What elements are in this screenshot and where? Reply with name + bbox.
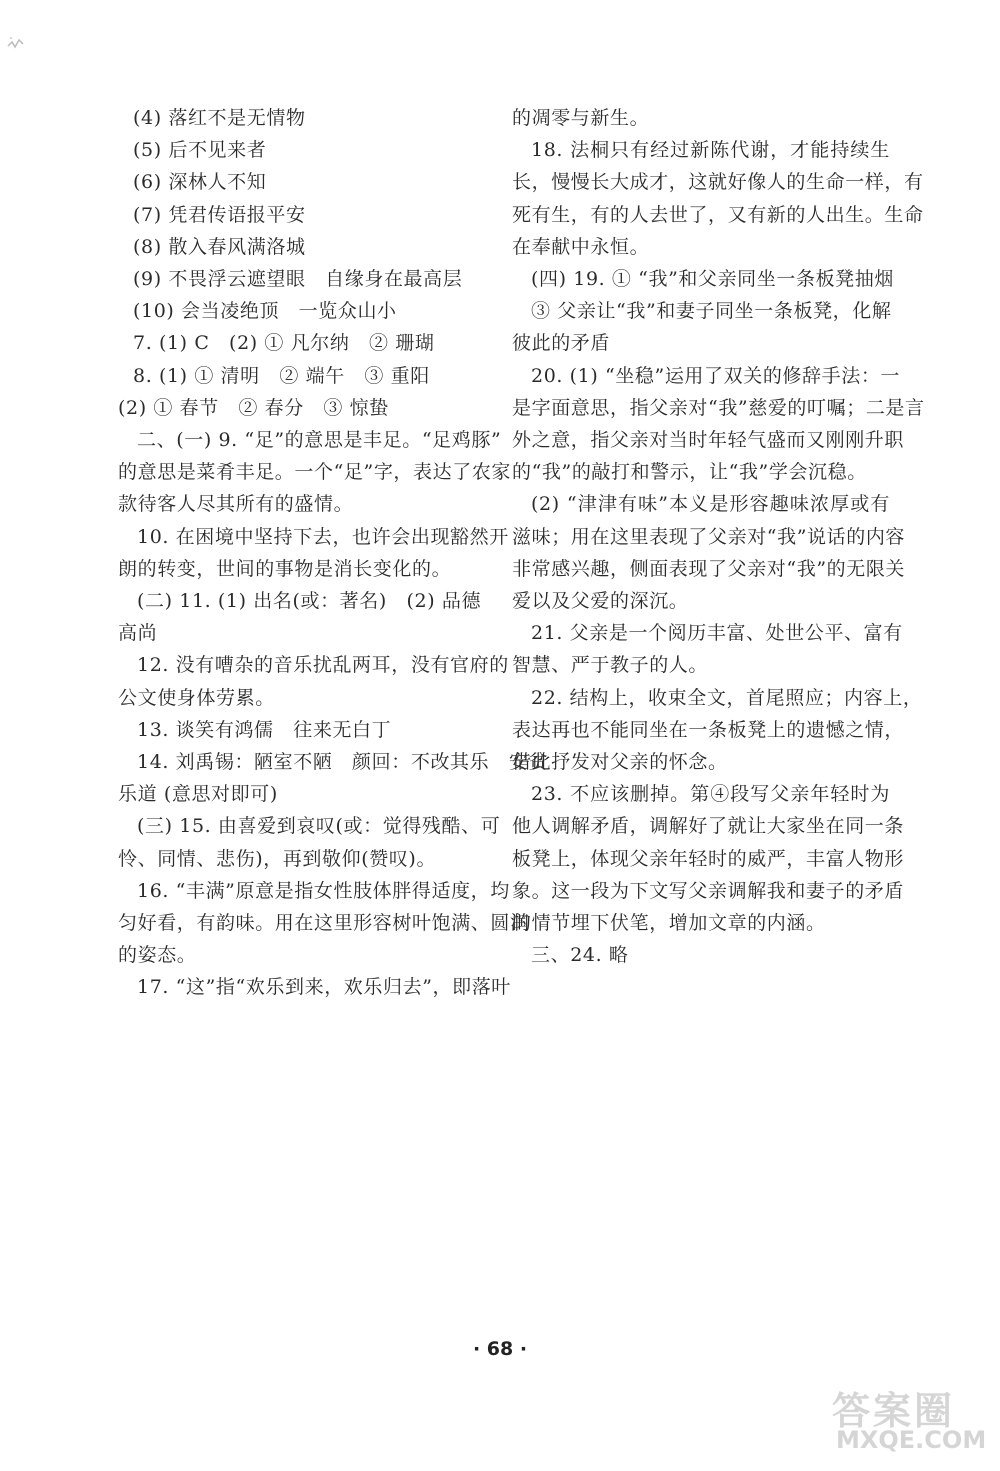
answer-line: 高尚 [118,622,158,645]
answer-line: 8. (1) ① 清明 ② 端午 ③ 重阳 [133,364,430,387]
answer-line: 死有生，有的人去世了，又有新的人出生。生命 [512,203,924,226]
answer-line: (4) 落红不是无情物 [133,107,306,129]
answer-line: (8) 散入春风满洛城 [133,235,306,258]
answer-line: (7) 凭君传语报平安 [133,203,306,226]
answer-line: 7. (1) C (2) ① 凡尔纳 ② 珊瑚 [133,332,435,355]
answer-line: 借此抒发对父亲的怀念。 [512,751,728,774]
answer-line: 在奉献中永恒。 [512,235,650,258]
answer-line: 的凋零与新生。 [512,107,650,129]
answer-line: 16. “丰满”原意是指女性肢体胖得适度，均 [137,879,510,902]
answer-line: 滋味；用在这里表现了父亲对“我”说话的内容 [512,525,906,548]
answer-line: 长，慢慢长大成才，这就好像人的生命一样，有 [512,171,924,194]
answer-line: (10) 会当凌绝顶 一览众山小 [133,300,397,323]
watermark-url-text: MXQE.COM [836,1426,987,1454]
answer-line: 21. 父亲是一个阅历丰富、处世公平、富有 [531,622,903,645]
answer-line: (2) “津津有味”本义是形容趣味浓厚或有 [531,493,890,516]
answer-line: 的意思是菜肴丰足。一个“足”字，表达了农家 [118,461,512,484]
answer-line: 22. 结构上，收束全文，首尾照应；内容上， [531,686,923,709]
answer-line: 的“我”的敲打和警示，让“我”学会沉稳。 [512,461,867,484]
answer-line: 乐道 (意思对即可) [118,783,278,806]
answer-line: 20. (1) “坐稳”运用了双关的修辞手法：一 [531,364,901,387]
answer-line: (三) 15. 由喜爱到哀叹(或：觉得残酷、可 [137,815,501,838]
page-number: · 68 · [472,1338,528,1360]
answer-line: 他人调解矛盾，调解好了就让大家坐在同一条 [512,815,905,838]
answer-line: (四) 19. ① “我”和父亲同坐一条板凳抽烟 [531,268,894,291]
answer-line: 款待客人尽其所有的盛情。 [118,493,354,516]
answer-line: 表达再也不能同坐在一条板凳上的遗憾之情， [512,718,905,741]
answer-line: 17. “这”指“欢乐到来，欢乐归去”，即落叶 [137,976,511,999]
left-answer-column [118,102,549,1004]
watermark-logo-text: 答案圈 [832,1389,956,1433]
answer-line: 智慧、严于教子的人。 [512,654,709,677]
answer-line: 12. 没有嘈杂的音乐扰乱两耳，没有官府的 [137,654,509,677]
answer-line: 朗的转变，世间的事物是消长变化的。 [118,557,452,580]
answer-line: 二、(一) 9. “足”的意思是丰足。“足鸡豚” [137,429,502,452]
answer-line: 外之意，指父亲对当时年轻气盛而又刚刚升职 [512,429,905,452]
answer-line: (6) 深林人不知 [133,171,267,194]
answer-line: 三、24. 略 [531,944,629,967]
answer-line: 14. 刘禹锡：陋室不陋 颜回：不改其乐 安贫 [137,751,549,774]
answer-line: 是字面意思，指父亲对“我”慈爱的叮嘱；二是言 [512,396,925,419]
answer-line: (5) 后不见来者 [133,139,267,162]
answer-line: 板凳上，体现父亲年轻时的威严，丰富人物形 [512,847,905,870]
site-watermark-logo [822,1380,992,1462]
answer-line: 13. 谈笑有鸿儒 往来无白丁 [137,718,392,741]
answer-line: ③ 父亲让“我”和妻子同坐一条板凳，化解 [531,300,892,323]
answer-line: 公文使身体劳累。 [118,686,275,709]
answer-line: (二) 11. (1) 出名(或：著名) (2) 品德 [137,590,482,613]
answer-line: 匀好看，有韵味。用在这里形容树叶饱满、圆润 [118,912,530,935]
answer-line: 23. 不应该删掉。第④段写父亲年轻时为 [531,783,890,806]
answer-line: 怜、同情、悲伤)，再到敬仰(赞叹)。 [118,847,437,870]
answer-line: 的情节埋下伏笔，增加文章的内涵。 [512,912,826,935]
right-answer-column [512,102,925,971]
answer-line: 象。这一段为下文写父亲调解我和妻子的矛盾 [512,879,905,902]
answer-line: (2) ① 春节 ② 春分 ③ 惊蛰 [118,396,389,419]
scan-speck-mark [6,32,26,54]
answer-line: 10. 在困境中坚持下去，也许会出现豁然开 [137,525,509,548]
answer-line: 的姿态。 [118,944,197,967]
answer-line: 爱以及父爱的深沉。 [512,590,689,613]
answer-line: 非常感兴趣，侧面表现了父亲对“我”的无限关 [512,557,906,580]
answer-line: 18. 法桐只有经过新陈代谢，才能持续生 [531,139,890,162]
answer-line: (9) 不畏浮云遮望眼 自缘身在最高层 [133,268,463,291]
answer-line: 彼此的矛盾 [512,332,611,355]
